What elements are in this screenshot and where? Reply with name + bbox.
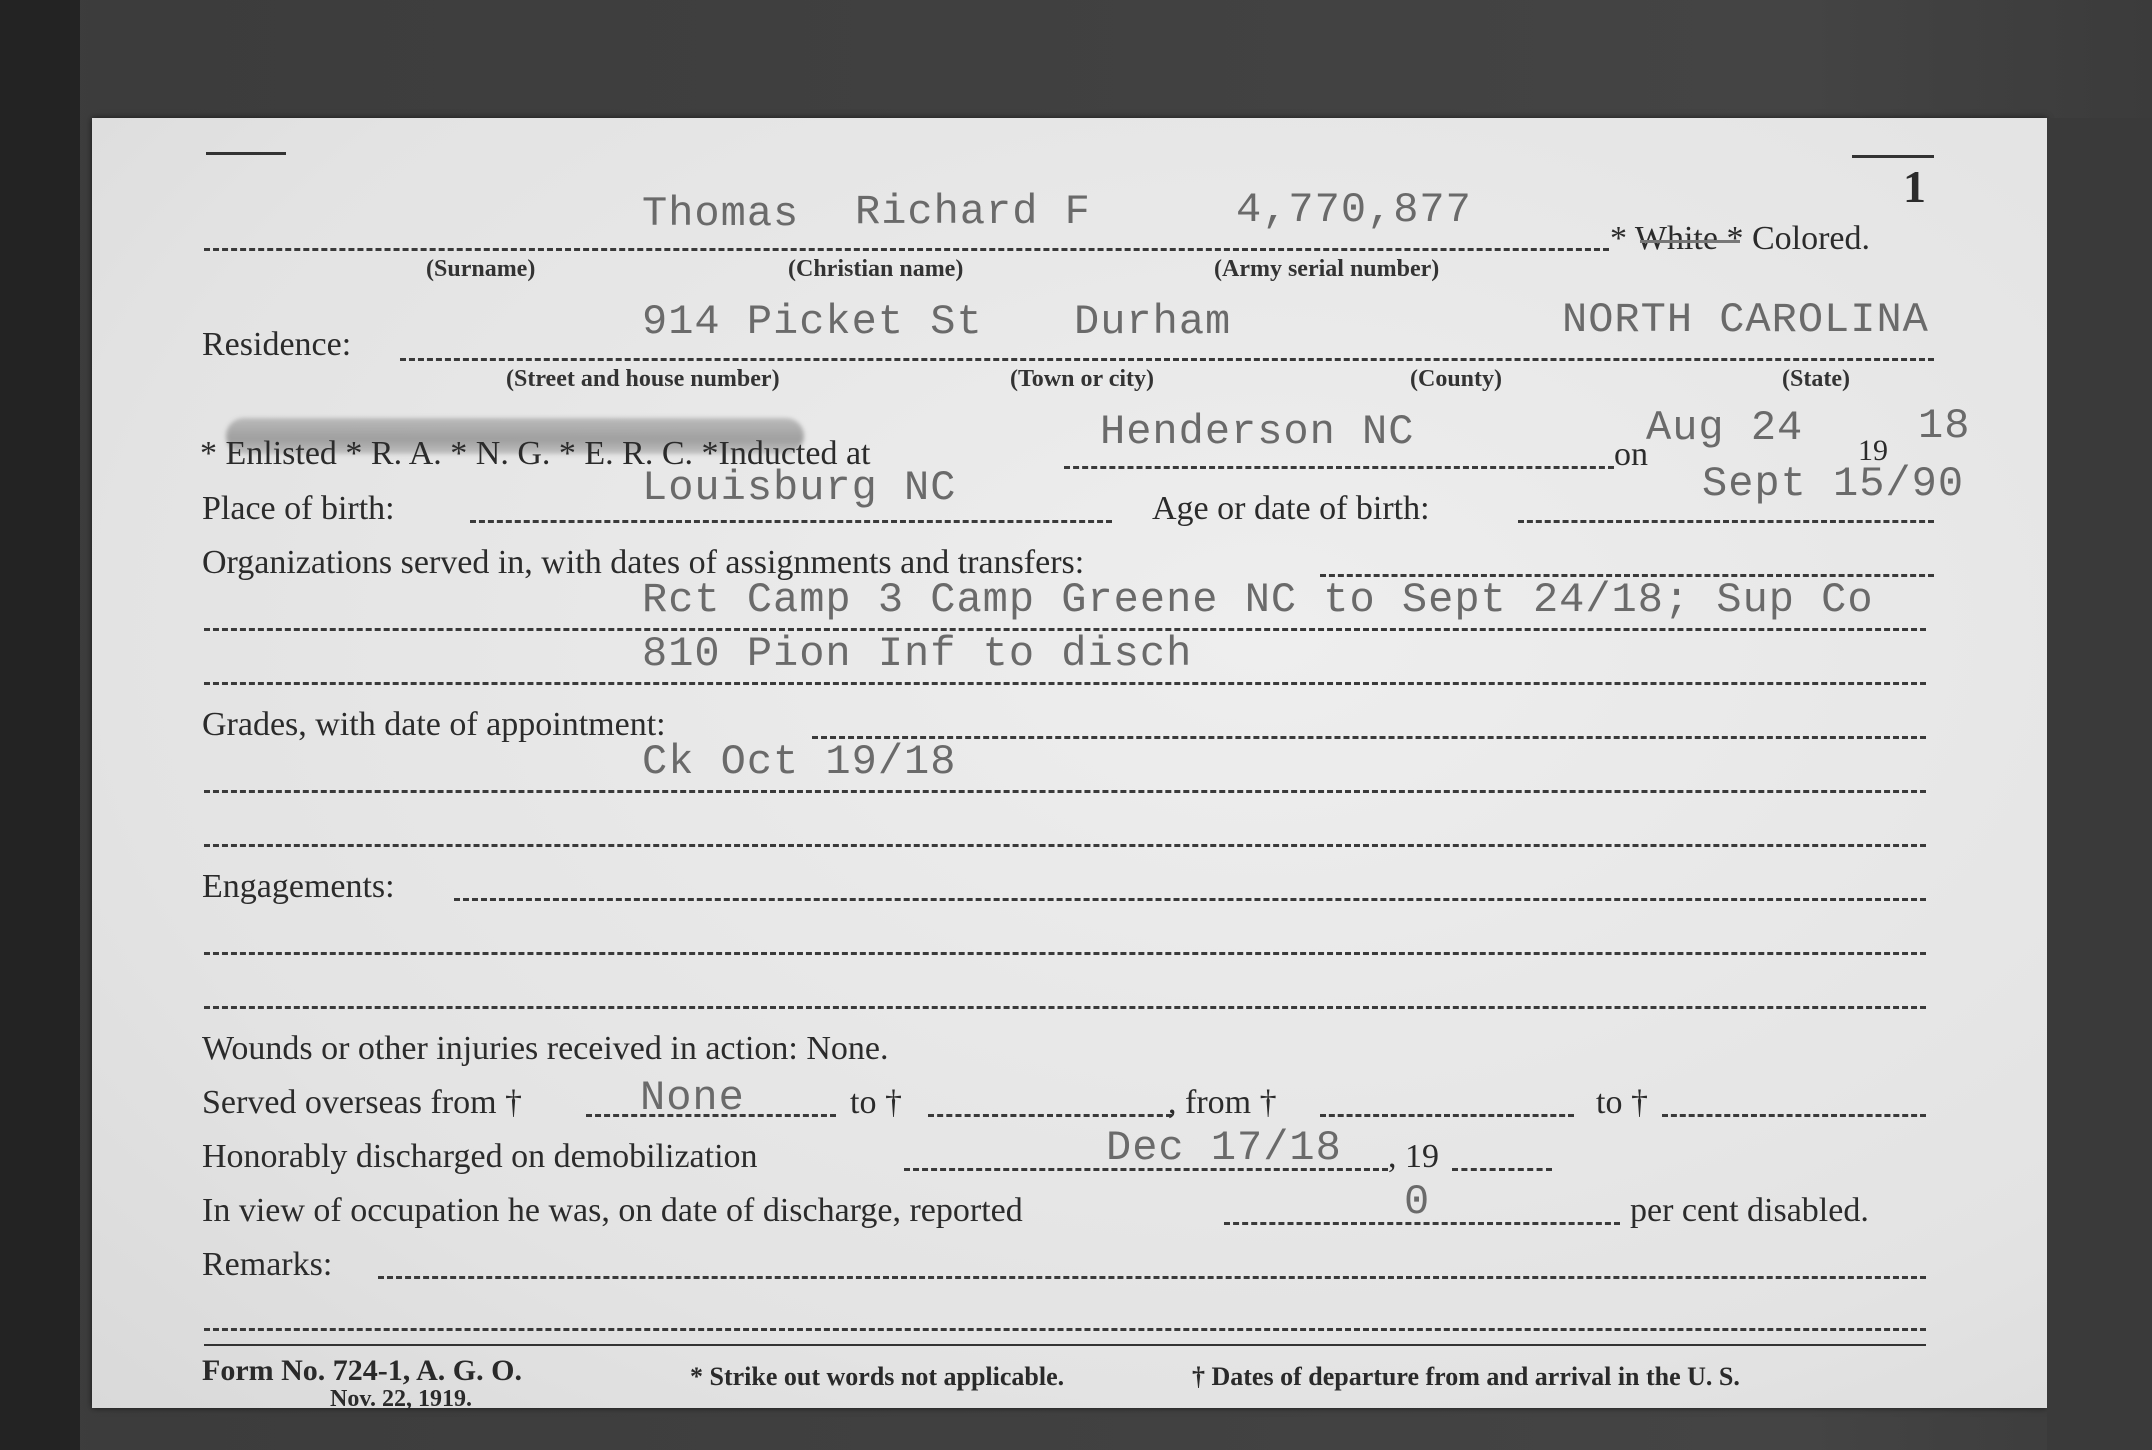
surname-caption: (Surname) <box>426 256 536 282</box>
overseas-to2-line <box>1662 1114 1926 1117</box>
date-of-birth-value: Sept 15/90 <box>1702 460 1965 508</box>
induction-place-value: Henderson NC <box>1100 408 1415 456</box>
residence-state-value: NORTH CAROLINA <box>1562 296 1929 344</box>
overseas-from2-label: , from † <box>1168 1084 1277 1121</box>
overseas-to-line <box>928 1114 1172 1117</box>
street-caption: (Street and house number) <box>506 366 780 392</box>
date-of-birth-line <box>1518 520 1934 523</box>
overseas-from-label: Served overseas from † <box>202 1084 523 1121</box>
induction-year-value: 18 <box>1918 402 1971 450</box>
induction-date-value: Aug 24 <box>1646 404 1804 452</box>
engagements-label: Engagements: <box>202 868 395 905</box>
date-of-birth-label: Age or date of birth: <box>1152 490 1430 527</box>
residence-label: Residence: <box>202 326 352 363</box>
overseas-from2-line <box>1320 1114 1574 1117</box>
christian-name-value: Richard F <box>855 188 1091 236</box>
organizations-value-line2: 810 Pion Inf to disch <box>642 630 1193 678</box>
state-caption: (State) <box>1782 366 1850 392</box>
surname-value: Thomas <box>642 190 800 238</box>
scan-left-edge <box>0 0 80 1450</box>
disability-label: In view of occupation he was, on date of discharge, reported <box>202 1192 1023 1229</box>
town-caption: (Town or city) <box>1010 366 1154 392</box>
form-number: Form No. 724-1, A. G. O. <box>202 1354 522 1387</box>
race-white-strike <box>1640 240 1740 243</box>
discharge-date-line <box>904 1168 1388 1171</box>
county-caption: (County) <box>1410 366 1503 392</box>
serial-caption: (Army serial number) <box>1214 256 1440 282</box>
overseas-from-value: None <box>640 1074 745 1122</box>
overseas-to2-label: to † <box>1596 1084 1648 1121</box>
induction-options: * Enlisted * R. A. * N. G. * E. R. C. *Inducted at <box>200 435 871 472</box>
card-number: 1 <box>1903 161 1926 212</box>
race-options: * White * Colored. <box>1610 220 1870 257</box>
disability-value: 0 <box>1404 1178 1431 1226</box>
induction-place-line <box>1064 466 1614 469</box>
engagements-line-0 <box>454 898 1926 901</box>
organizations-label: Organizations served in, with dates of assignments and transfers: <box>202 544 1085 581</box>
residence-street-value: 914 Picket St <box>642 298 983 346</box>
footnote-strike: * Strike out words not applicable. <box>690 1362 1065 1391</box>
grades-line-1 <box>204 790 1926 793</box>
engagements-line-2 <box>204 1006 1926 1009</box>
remarks-line-1 <box>204 1328 1926 1331</box>
christian-name-caption: (Christian name) <box>788 256 964 282</box>
induction-year-prefix: 19 <box>1858 434 1888 467</box>
discharge-year-line <box>1452 1168 1552 1171</box>
disability-suffix: per cent disabled. <box>1630 1192 1869 1229</box>
engagements-line-1 <box>204 952 1926 955</box>
grades-label: Grades, with date of appointment: <box>202 706 666 743</box>
serial-number-value: 4,770,877 <box>1236 186 1472 234</box>
place-of-birth-line <box>470 520 1112 523</box>
disability-line <box>1224 1222 1620 1225</box>
induction-on-label: on <box>1614 436 1648 473</box>
form-date: Nov. 22, 1919. <box>330 1386 473 1412</box>
place-of-birth-label: Place of birth: <box>202 490 395 527</box>
place-of-birth-value: Louisburg NC <box>642 464 957 512</box>
discharge-label: Honorably discharged on demobilization <box>202 1138 758 1175</box>
discharge-year-suffix: , 19 <box>1388 1138 1439 1175</box>
remarks-line-0 <box>378 1276 1926 1279</box>
scan-right-edge <box>2047 118 2152 1450</box>
top-left-rule <box>206 152 286 155</box>
grades-line-0 <box>812 736 1926 739</box>
overseas-to-label: to † <box>850 1084 902 1121</box>
grades-line-2 <box>204 844 1926 847</box>
residence-line <box>400 358 1934 361</box>
organizations-value-line1: Rct Camp 3 Camp Greene NC to Sept 24/18; Sup Co <box>642 576 1874 624</box>
remarks-label: Remarks: <box>202 1246 333 1283</box>
grades-value: Ck Oct 19/18 <box>642 738 957 786</box>
top-right-rule <box>1852 155 1934 158</box>
residence-town-value: Durham <box>1074 298 1232 346</box>
footnote-dates: † Dates of departure from and arrival in the U. S. <box>1192 1362 1740 1391</box>
discharge-date-value: Dec 17/18 <box>1106 1124 1342 1172</box>
footer-rule <box>204 1344 1926 1346</box>
overseas-from-line <box>586 1114 836 1117</box>
name-line <box>204 248 1609 251</box>
organizations-line-2 <box>204 682 1926 685</box>
wounds-label: Wounds or other injuries received in action: None. <box>202 1030 889 1067</box>
